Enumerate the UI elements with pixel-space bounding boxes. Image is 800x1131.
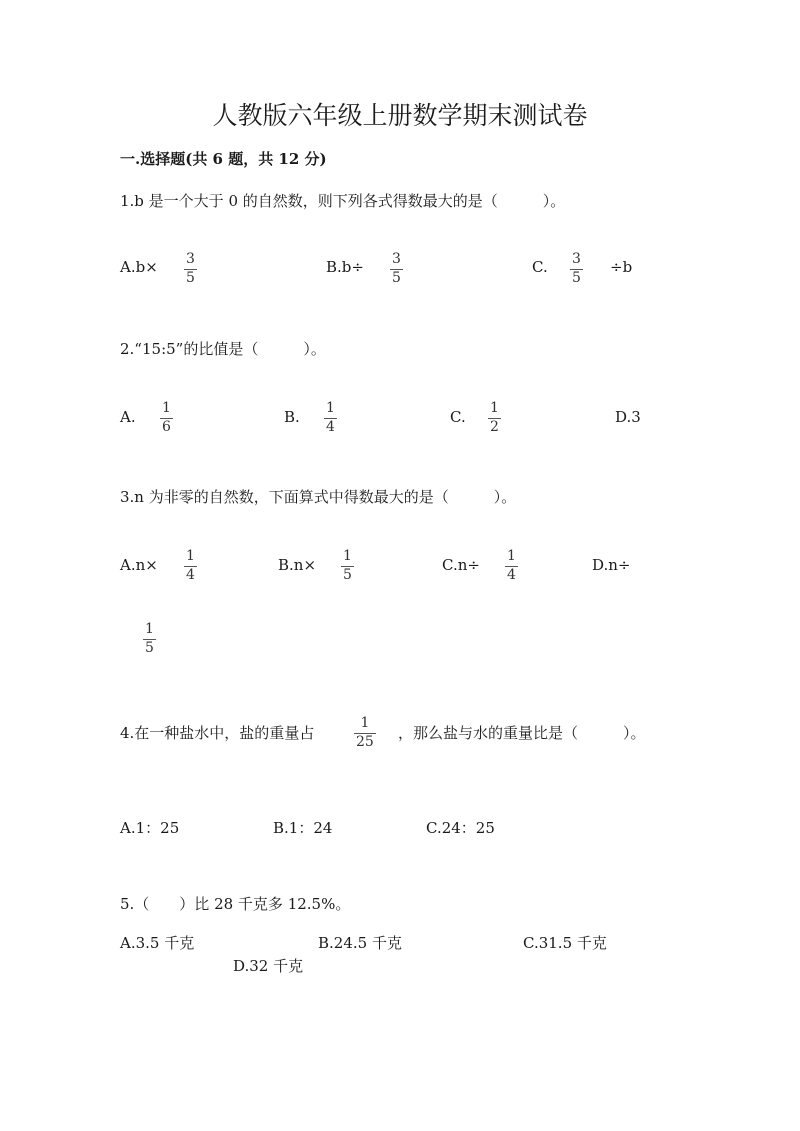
question-1-option-c: C. (532, 258, 548, 276)
question-2-text: 2.“15:5”的比值是（ ）。 (120, 340, 326, 358)
question-1-option-b: B.b÷ (326, 258, 364, 276)
question-5-option-a: A.3.5 千克 (120, 934, 195, 952)
question-2-option-d: D.3 (615, 408, 641, 426)
question-1-option-c-fraction (570, 252, 583, 286)
question-3-option-d-fraction (143, 622, 156, 656)
fraction-denominator: 5 (343, 567, 352, 583)
question-3-option-c: C.n÷ (442, 556, 480, 574)
question-3-option-a-fraction (184, 549, 197, 583)
fraction-denominator: 5 (186, 270, 195, 286)
section-heading: 一.选择题(共 6 题，共 12 分) (120, 150, 327, 168)
question-1-text: 1.b 是一个大于 0 的自然数，则下列各式得数最大的是（ ）。 (120, 192, 566, 210)
fraction-numerator: 3 (186, 251, 195, 267)
question-1-option-b-fraction (390, 252, 403, 286)
fraction-denominator: 5 (392, 270, 401, 286)
question-5-text: 5.（ ）比 28 千克多 12.5%。 (120, 895, 351, 913)
question-2-option-c-fraction (488, 401, 501, 435)
fraction-numerator: 3 (392, 251, 401, 267)
question-5-option-d: D.32 千克 (233, 957, 304, 975)
fraction-denominator: 5 (572, 270, 581, 286)
question-1-option-c-tail: ÷b (610, 258, 633, 276)
fraction-numerator: 1 (507, 548, 516, 564)
question-3-text: 3.n 为非零的自然数，下面算式中得数最大的是（ ）。 (120, 488, 517, 506)
question-2-option-b-fraction (324, 401, 337, 435)
question-2-option-a-fraction (160, 401, 173, 435)
fraction-denominator: 5 (145, 640, 154, 656)
fraction-denominator: 2 (490, 419, 499, 435)
question-4-option-b: B.1：24 (273, 819, 333, 837)
fraction-numerator: 1 (360, 715, 370, 731)
fraction-denominator: 4 (326, 419, 335, 435)
question-2-option-c: C. (450, 408, 466, 426)
question-2-option-b: B. (284, 408, 300, 426)
question-3-option-c-fraction (505, 549, 518, 583)
question-3-option-d: D.n÷ (592, 556, 631, 574)
fraction-denominator: 6 (162, 419, 171, 435)
fraction-numerator: 3 (572, 251, 581, 267)
question-4-option-a: A.1：25 (120, 819, 180, 837)
question-3-option-b-fraction (341, 549, 354, 583)
fraction-numerator: 1 (326, 400, 335, 416)
question-5-option-c: C.31.5 千克 (523, 934, 607, 952)
question-3-option-b: B.n× (278, 556, 317, 574)
fraction-numerator: 1 (162, 400, 171, 416)
question-4-text-start: 4.在一种盐水中，盐的重量占 (120, 724, 315, 742)
question-4-option-c: C.24：25 (426, 819, 495, 837)
question-5-option-b: B.24.5 千克 (318, 934, 402, 952)
fraction-numerator: 1 (490, 400, 499, 416)
question-2-option-a: A. (120, 408, 136, 426)
fraction-denominator: 4 (507, 567, 516, 583)
fraction-denominator: 25 (356, 734, 374, 750)
fraction-denominator: 4 (186, 567, 195, 583)
question-1-option-a-fraction (184, 252, 197, 286)
question-4-text-end: ，那么盐与水的重量比是（ ）。 (398, 724, 646, 742)
page-title: 人教版六年级上册数学期末测试卷 (212, 101, 588, 130)
question-4-fraction (354, 716, 376, 750)
question-1-option-a: A.b× (120, 258, 158, 276)
fraction-numerator: 1 (186, 548, 195, 564)
fraction-numerator: 1 (145, 621, 154, 637)
question-3-option-a: A.n× (120, 556, 158, 574)
fraction-numerator: 1 (343, 548, 352, 564)
